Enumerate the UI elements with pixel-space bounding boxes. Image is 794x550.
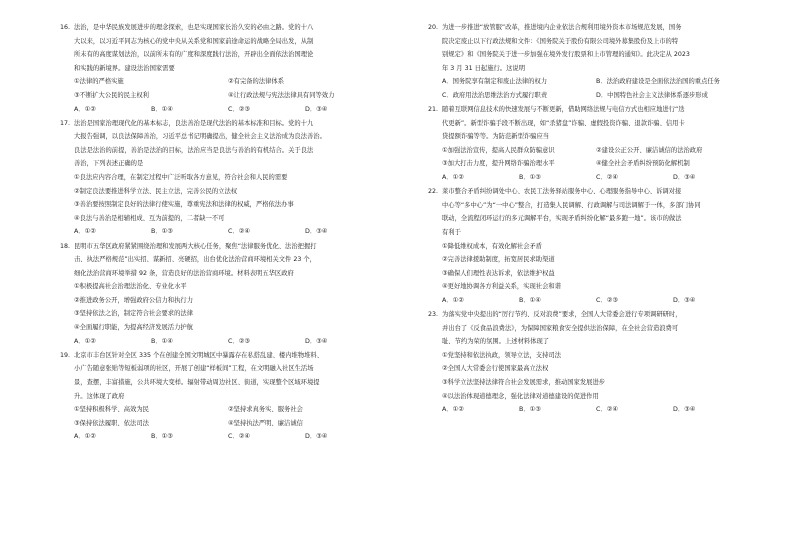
question-stem xyxy=(60,349,382,403)
stem-line: 贷提额诈骗等等。为防范新型诈骗应当 xyxy=(442,133,550,141)
answer-choice: C．②④ xyxy=(228,228,250,236)
option-item: C．政府用法治思维法治方式履行职责 xyxy=(442,91,548,99)
answer-choice: D．③④ xyxy=(673,296,696,304)
question-block xyxy=(428,308,750,417)
option-item: A．国务院享有制定和废止法律的权力 xyxy=(442,78,548,86)
stem-line: 细化法治营商环境举措 92 条，营造良好的法治营商环境。材料表明五华区政府 xyxy=(74,269,294,277)
answer-choice: D．③④ xyxy=(305,337,328,345)
answer-choice: D．③④ xyxy=(305,105,328,113)
option-item: ④更好地协调各方利益关系，实现社会和谐 xyxy=(442,283,561,291)
option-grid xyxy=(428,75,750,102)
question-number: 19. xyxy=(60,351,71,359)
option-item: ④以法治体现道德理念，强化法律对道德建设的促进作用 xyxy=(442,392,599,400)
question-stem xyxy=(60,21,382,75)
answer-choice: A．①② xyxy=(442,174,464,182)
answer-choice: C．②③ xyxy=(228,337,250,345)
option-grid xyxy=(428,144,750,171)
option-item: ④坚持执法严明、廉洁诚信 xyxy=(228,419,303,427)
answer-choice: D．③④ xyxy=(305,433,328,441)
question-block xyxy=(428,185,750,307)
question-number: 20. xyxy=(428,24,439,31)
stem-line: 院决定废止以下行政法规和文件：《国务院关于股份有限公司境外募集股份及上市的特 xyxy=(442,37,679,45)
option-item: ③不断扩大公民的民主权利 xyxy=(74,91,149,99)
option-item: ①积极提高社会治理法治化、专业化水平 xyxy=(74,283,187,291)
option-item: ①良法应内容合理，在制定过程中广泛听取各方意见，符合社会和人民的需要 xyxy=(74,174,288,182)
answer-choice: A．①② xyxy=(74,433,96,441)
answer-choice: C．②④ xyxy=(228,433,250,441)
stem-line: 法治是国家治理现代化的基本标志，良法善治是现代法治的基本标准和目标。党的十九 xyxy=(74,119,314,127)
option-item: ①坚持积极科学、高效为民 xyxy=(74,406,149,414)
question-stem xyxy=(60,240,382,281)
stem-line: 耻、节约为荣的氛围。上述材料体现了 xyxy=(442,338,550,346)
option-item: ③科学立法坚持法律符合社会发展需求，推动国家发展进步 xyxy=(442,378,606,386)
answer-choice: A．①② xyxy=(74,105,96,113)
question-block xyxy=(60,349,382,444)
option-item: ①党坚持和依法执政，领导立法，支持司法 xyxy=(442,351,561,359)
answer-choice: A．①② xyxy=(442,406,464,414)
answer-choice: C．②④ xyxy=(596,174,618,182)
question-stem xyxy=(428,103,750,144)
question-block xyxy=(428,103,750,185)
answer-choice: B．①③ xyxy=(519,406,541,414)
stem-line: 所未有的高度谋划法治，以前所未有的广度和深度践行法治，开辟出全面依法治国理论 xyxy=(74,51,314,59)
stem-line: 小广告随意张贴等短板弱项的社区，开展了创建“样板间”工程，在文明融入社区生活场 xyxy=(74,365,314,373)
stem-line: 有利于 xyxy=(442,228,461,236)
stem-line: 别规定》和《国务院关于进一步加强在境外发行股票和上市管理的通知》。此决定从 2023 xyxy=(442,51,690,59)
left-column xyxy=(60,21,382,444)
option-item: D．中国特色社会主义法律体系逐步形成 xyxy=(596,91,708,99)
question-number: 16. xyxy=(60,24,71,31)
option-item: ②推进政务公开，增强政府公信力和执行力 xyxy=(74,296,193,304)
answer-choice: D．③④ xyxy=(673,406,696,414)
question-stem xyxy=(428,185,750,239)
stem-line: 法治，是中华民族发展进步的理念探索，也是实现国家长治久安的必由之路。党的十八 xyxy=(74,24,314,31)
stem-line: 景，查摆，丰富措施，公共环境大变样。辐射带动周边社区、街道，实现整个区域环境提 xyxy=(74,378,320,386)
answer-choice: A．①② xyxy=(442,296,464,304)
stem-line: 年 3 月 31 日起施行。这说明 xyxy=(442,64,525,72)
stem-line: 为进一步推进“放管服”改革，推进境内企业依法合规利用境外资本市场规范发展，国务 xyxy=(442,24,682,31)
answer-choices xyxy=(60,103,382,117)
stem-line: 随着互联网信息技术的快速发展与不断更新，借助网络法规与电信方式也相应地进行“迭 xyxy=(442,106,685,114)
option-item: ②完善法律援助制度，拓宽居民求助渠道 xyxy=(442,256,555,264)
answer-choices xyxy=(428,171,750,185)
option-item: ③确保人们理性表达诉求，依法维护权益 xyxy=(442,269,555,277)
answer-choice: C．②④ xyxy=(596,406,618,414)
question-number: 17. xyxy=(60,119,71,127)
answer-choice: D．③④ xyxy=(673,174,696,182)
option-item: ②有完备的法律体系 xyxy=(228,78,285,86)
option-item: ①加强法治宣传，提高人民群众防骗意识 xyxy=(442,146,555,154)
option-item: ②全国人大常委会行使国家最高立法权 xyxy=(442,365,549,373)
stem-line: 大以来，以习近平同志为核心的党中央从关系党和国家前途命运的战略全局出发，从制 xyxy=(74,37,314,45)
stem-line: 中心等“多中心”为“一中心”整合，打造集人民调解、行政调解与司法调解于一体，多部门协同 xyxy=(442,201,701,209)
question-number: 23. xyxy=(428,310,439,318)
stem-line: 击、执法严格规范”出实招、谋新招、亮硬招，出台优化法治营商环境相关文件 23 个， xyxy=(74,256,316,264)
stem-line: 良法是法治的前提，善治是法治的目标，法治应当是良法与善治的有机结合。关于良法 xyxy=(74,146,314,154)
stem-line: 代更新”。新型诈骗手段不断出现，如“杀猪盘”诈骗、虚假投资诈骗、退款诈骗、信用卡 xyxy=(442,119,685,127)
answer-choice: A．①② xyxy=(74,337,96,345)
stem-line: 和实践的新境界。建设法治国家需要 xyxy=(74,64,175,72)
option-item: ④健全社会矛盾纠纷预防化解机制 xyxy=(596,160,690,168)
option-item: ②建设公正公开、廉洁诚信的法治政府 xyxy=(596,146,703,154)
question-block xyxy=(60,117,382,239)
answer-choices xyxy=(60,335,382,349)
question-block xyxy=(428,21,750,103)
answer-choice: B．①④ xyxy=(519,296,541,304)
option-grid xyxy=(60,75,382,102)
option-item: ③加大打击力度，提升网络诈骗治理水平 xyxy=(442,160,555,168)
option-item: ①法律的严格实施 xyxy=(74,78,124,86)
question-block xyxy=(60,240,382,349)
option-item: ③坚持依法之治，制定符合社会要求的法律 xyxy=(74,310,193,318)
stem-line: 为落实党中央提出的“厉行节约、反对浪费”要求，全国人大常委会进行专项调研研时， xyxy=(442,310,682,318)
answer-choice: B．①③ xyxy=(519,174,541,182)
question-block xyxy=(60,21,382,116)
answer-choice: B．①③ xyxy=(151,433,173,441)
option-item: ③善治要按照制定良好的法律行使实施，尊重宪法和法律的权威，严格依法办事 xyxy=(74,201,294,209)
stem-line: 大报告强调，以良法保障善治，习近平总书记明确提出，健全社会主义法治成为良法善治。 xyxy=(74,133,326,141)
answer-choice: B．①④ xyxy=(151,105,173,113)
option-item: ②制定良法要推进科学立法、民主立法，完善公民的立法权 xyxy=(74,187,238,195)
stem-line: 并出台了《反食品浪费法》，为保障国家粮食安全提供法治保障，在全社会营造浪费可 xyxy=(442,324,679,332)
option-item: B．法治政府建设是全面依法治国的重点任务 xyxy=(596,78,720,86)
answer-choice: D．③④ xyxy=(305,228,328,236)
stem-line: 昆明市五华区政府紧紧围绕治理和发展两大核心任务，聚焦“法律服务优化、法治把握打 xyxy=(74,242,317,250)
answer-choices xyxy=(428,294,750,308)
answer-choice: B．①③ xyxy=(151,228,173,236)
answer-choice: B．①④ xyxy=(151,337,173,345)
question-stem xyxy=(428,21,750,75)
question-stem xyxy=(428,308,750,349)
question-number: 22. xyxy=(428,188,439,196)
question-stem xyxy=(60,117,382,171)
answer-choice: C．②③ xyxy=(596,296,618,304)
stem-line: 莱市整合矛盾纠纷调处中心、农民工法务驿站服务中心、心理服务指导中心、诉调对接 xyxy=(442,188,682,196)
answer-choices xyxy=(60,225,382,239)
option-grid xyxy=(60,403,382,430)
question-number: 21. xyxy=(428,106,439,114)
answer-choice: C．②③ xyxy=(228,105,250,113)
stem-line: 善治，下列表述正确的是 xyxy=(74,160,144,168)
option-item: ②坚持求真务实、服务社会 xyxy=(228,406,303,414)
option-item: ④良法与善治是相辅相成、互为前提的，二者缺一不可 xyxy=(74,214,225,222)
option-item: ①降低维权成本，有效化解社会矛盾 xyxy=(442,242,543,250)
answer-choice: A．①② xyxy=(74,228,96,236)
option-item: ④全面履行职能，为提高经济发展活力护航 xyxy=(74,324,193,332)
answer-choices xyxy=(428,403,750,417)
stem-line: 升。这体现了政府 xyxy=(74,392,125,400)
stem-line: 联动，全流程闭环运行的多元调解平台，实现矛盾纠纷化解“最多跑一地”。该市的做法 xyxy=(442,215,682,223)
question-number: 18. xyxy=(60,242,71,250)
stem-line: 北京市丰台区针对全区 335 个在创建全国文明城区中暴露存在私搭乱建、楼内堆物堆料、 xyxy=(74,351,324,359)
right-column xyxy=(428,21,750,417)
option-item: ④让行政法规与宪法法律具有同等效力 xyxy=(228,91,335,99)
answer-choices xyxy=(60,430,382,444)
option-item: ③保持依法履职、依法司法 xyxy=(74,419,149,427)
